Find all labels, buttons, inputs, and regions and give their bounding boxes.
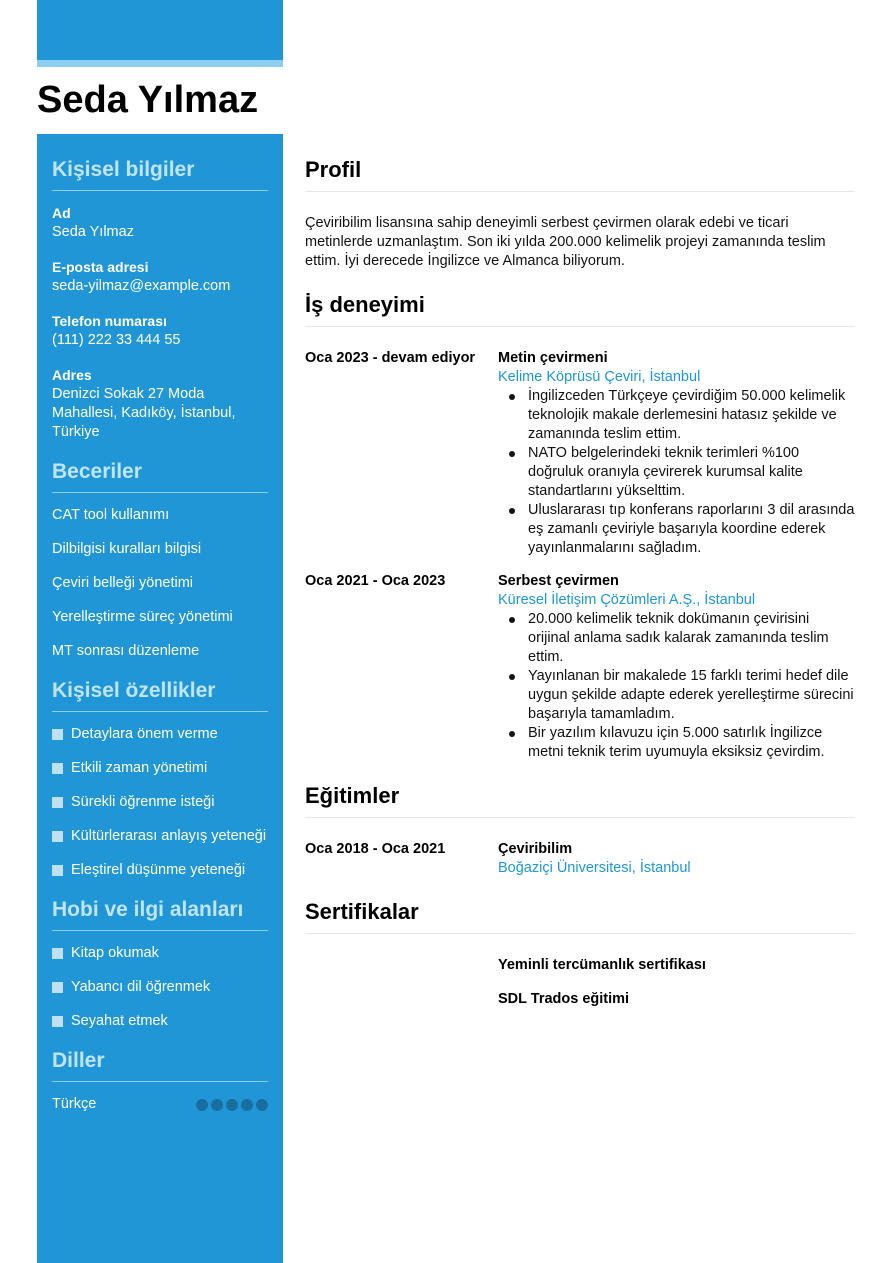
profile-section [305, 156, 855, 271]
traits-section [52, 677, 268, 880]
education-section [305, 782, 855, 878]
traits-list [52, 725, 268, 880]
experience-entry [305, 349, 855, 558]
language-name: Türkçe [52, 1096, 97, 1112]
entry-body [498, 349, 855, 558]
section-heading: Beceriler [52, 458, 268, 493]
achievement-list [498, 387, 855, 558]
skills-list [52, 506, 268, 661]
skill-item: CAT tool kullanımı [52, 507, 170, 523]
square-bullet-icon [52, 948, 63, 959]
info-address [52, 366, 268, 442]
phone-link[interactable]: (111) 222 33 444 55 [52, 332, 181, 348]
achievement-item: Bir yazılım kılavuzu için 5.000 satırlık İngilizce metni teknik terim uyumuyla eksiksiz çevirdim. [528, 724, 855, 762]
rating-dot-filled-icon [226, 1099, 238, 1111]
hobby-item [52, 1012, 268, 1031]
email-link[interactable]: seda-yilmaz@example.com [52, 278, 231, 294]
section-heading: Profil [305, 156, 855, 192]
info-value: Denizci Sokak 27 Moda Mahallesi, Kadıköy, İstanbul, Türkiye [52, 386, 236, 440]
language-level-rating [196, 1099, 268, 1111]
trait-item [52, 861, 268, 880]
square-bullet-icon [52, 763, 63, 774]
trait-item [52, 759, 268, 778]
achievement-item: NATO belgelerindeki teknik terimleri %100 doğruluk oranıyla çevirerek kurumsal kalite standartlarını yükselttim. [528, 444, 855, 501]
experience-entry [305, 572, 855, 762]
institution: Boğaziçi Üniversitesi, İstanbul [498, 860, 691, 876]
rating-dot-filled-icon [241, 1099, 253, 1111]
section-heading: Kişisel bilgiler [52, 156, 268, 191]
hobby-label: Kitap okumak [71, 945, 159, 961]
education-entry [305, 840, 855, 878]
certificates-section [305, 898, 855, 1009]
trait-label: Etkili zaman yönetimi [71, 760, 208, 776]
certificate-item: Yeminli tercümanlık sertifikası [498, 957, 706, 973]
rating-dot-filled-icon [196, 1099, 208, 1111]
section-heading: Hobi ve ilgi alanları [52, 896, 268, 931]
achievement-item: İngilizceden Türkçeye çevirdiğim 50.000 kelimelik teknolojik makale derlemesini hatasız şekilde ve zamanında teslim ettim. [528, 387, 855, 444]
achievement-item: Yayınlanan bir makalede 15 farklı terimi hedef dile uygun şekilde adapte ederek yerelleştirme sürecini başarıyla tamamladım. [528, 668, 854, 722]
trait-label: Detaylara önem verme [71, 726, 218, 742]
info-label: E-posta adresi [52, 259, 149, 275]
certificate-item: SDL Trados eğitimi [498, 991, 630, 1007]
info-phone [52, 312, 268, 350]
section-heading: İş deneyimi [305, 291, 855, 327]
info-value: Seda Yılmaz [52, 224, 134, 240]
section-heading: Eğitimler [305, 782, 855, 818]
entry-body [498, 840, 855, 878]
skill-item: Dilbilgisi kuralları bilgisi [52, 541, 202, 557]
section-heading: Kişisel özellikler [52, 677, 268, 712]
achievement-list [498, 610, 855, 762]
square-bullet-icon [52, 865, 63, 876]
hobby-label: Seyahat etmek [71, 1013, 168, 1029]
employer: Küresel İletişim Çözümleri A.Ş., İstanbul [498, 592, 756, 608]
trait-item [52, 827, 268, 846]
info-label: Telefon numarası [52, 313, 167, 329]
square-bullet-icon [52, 1016, 63, 1027]
skills-section [52, 458, 268, 661]
entry-body [498, 572, 855, 762]
entry-date: Oca 2023 - devam ediyor [305, 350, 476, 366]
employer: Kelime Köprüsü Çeviri, İstanbul [498, 369, 701, 385]
hobby-label: Yabancı dil öğrenmek [71, 979, 211, 995]
trait-label: Sürekli öğrenme isteği [71, 794, 215, 810]
header-band [37, 0, 283, 60]
trait-label: Eleştirel düşünme yeteneği [71, 862, 246, 878]
skill-item: Yerelleştirme süreç yönetimi [52, 609, 233, 625]
job-title: Serbest çevirmen [498, 573, 619, 589]
header-accent-strip [37, 60, 283, 67]
info-label: Ad [52, 205, 71, 221]
hobby-item [52, 978, 268, 997]
rating-dot-filled-icon [256, 1099, 268, 1111]
experience-section [305, 291, 855, 762]
profile-summary: Çeviribilim lisansına sahip deneyimli serbest çevirmen olarak edebi ve ticari metinlerde uzmanlaştım. Son iki yılda 200.000 kelimelik projeyi zamanında teslim ettim. İyi derecede İngilizce ve Almanca biliyorum. [305, 215, 826, 269]
info-name [52, 204, 268, 242]
section-heading: Sertifikalar [305, 898, 855, 934]
hobby-item [52, 944, 268, 963]
square-bullet-icon [52, 797, 63, 808]
trait-label: Kültürlerarası anlayış yeteneği [71, 828, 267, 844]
square-bullet-icon [52, 729, 63, 740]
skill-item: Çeviri belleği yönetimi [52, 575, 194, 591]
skill-item: MT sonrası düzenleme [52, 643, 200, 659]
section-heading: Diller [52, 1047, 268, 1082]
info-label: Adres [52, 367, 92, 383]
rating-dot-filled-icon [211, 1099, 223, 1111]
personal-info-section [52, 156, 268, 442]
language-item [52, 1095, 268, 1114]
entry-date: Oca 2018 - Oca 2021 [305, 841, 446, 857]
degree-title: Çeviribilim [498, 841, 573, 857]
square-bullet-icon [52, 982, 63, 993]
languages-section [52, 1047, 268, 1114]
trait-item [52, 725, 268, 744]
achievement-item: Uluslararası tıp konferans raporlarını 3 dil arasında eş zamanlı çeviriyle başarıyla koordine ederek yayınlanmalarını sağladım. [528, 502, 855, 556]
achievement-item: 20.000 kelimelik teknik dokümanın çevirisini orijinal anlama sadık kalarak zamanında teslim ettim. [528, 610, 855, 667]
main-content [305, 156, 855, 1029]
job-title: Metin çevirmeni [498, 350, 608, 366]
info-email [52, 258, 268, 296]
square-bullet-icon [52, 831, 63, 842]
entry-date: Oca 2021 - Oca 2023 [305, 573, 446, 589]
hobbies-section [52, 896, 268, 1031]
hobbies-list [52, 944, 268, 1031]
trait-item [52, 793, 268, 812]
sidebar [37, 134, 283, 1263]
candidate-name: Seda Yılmaz [37, 79, 259, 121]
